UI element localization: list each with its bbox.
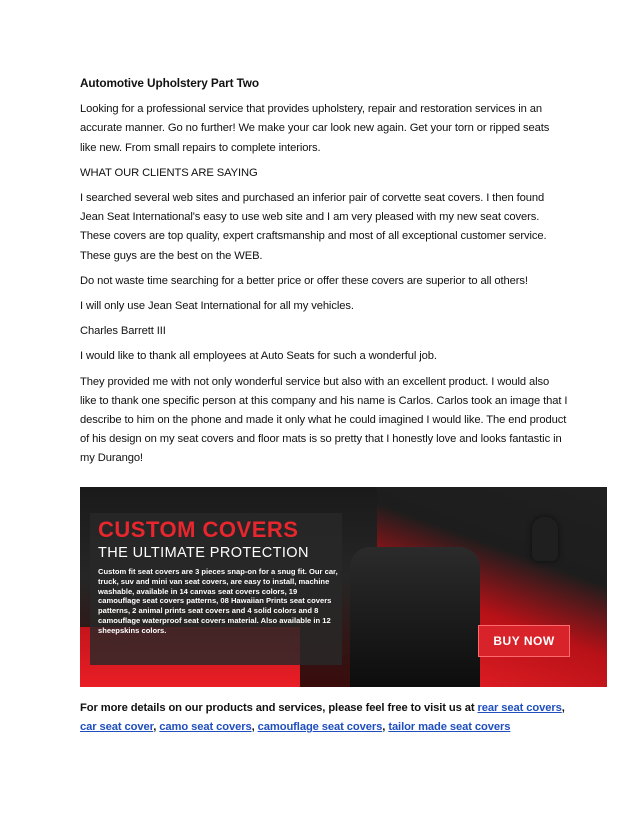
banner-text-panel (90, 513, 342, 665)
custom-covers-banner[interactable] (80, 487, 607, 687)
link-car-seat-cover[interactable]: car seat cover (80, 721, 154, 734)
link-rear-seat-covers[interactable]: rear seat covers (477, 702, 562, 714)
testimonial-paragraph: I will only use Jean Seat International for all my vehicles. (80, 300, 354, 313)
buy-now-button[interactable]: BUY NOW (478, 625, 570, 657)
banner-subtitle: THE ULTIMATE PROTECTION (98, 545, 309, 561)
banner-description: Custom fit seat covers are 3 pieces snap-on for a snug fit. Our car, truck, suv and mini van seat covers, are easy to install, machine washable, available in 14 canvas seat covers colors, 19 camouflage seat covers patterns, 08 Hawaiian Prints seat covers patterns, 2 animal prints seat covers and 4 solid colors and 8 camouflage waterproof seat covers material. Also available in 12 sheepskins colors. (98, 567, 338, 635)
footer-paragraph: For more details on our products and services, please feel free to visit us at rear seat covers, car seat cover, camo seat covers, camouflage seat covers, tailor made seat covers (80, 702, 565, 734)
section-heading: WHAT OUR CLIENTS ARE SAYING (80, 166, 258, 179)
testimonial-paragraph: They provided me with not only wonderful service but also with an excellent product. I would also like to thank one specific person at this company and his name is Carlos. Carlos took an image that I describe to him on the phone and made it only what he could imagined I would like. The end product of his design on my seat covers and floor mats is so pretty that I honestly love and looks fantastic in my Durango! (80, 375, 568, 465)
link-camo-seat-covers[interactable]: camo seat covers (159, 721, 252, 734)
link-camouflage-seat-covers[interactable]: camouflage seat covers (257, 721, 383, 734)
article-title: Automotive Upholstery Part Two (80, 76, 259, 90)
footer-lead: For more details on our products and services, please feel free to visit us at (80, 702, 475, 714)
link-tailor-made-seat-covers[interactable]: tailor made seat covers (388, 721, 511, 734)
gear-shifter-image (532, 517, 558, 561)
testimonial-paragraph: I searched several web sites and purchased an inferior pair of corvette seat covers. I then found Jean Seat International's easy to use web site and I am very pleased with my new seat covers. These covers are top quality, expert craftsmanship and most of all exceptional customer service. These guys are the best on the WEB. (80, 192, 547, 262)
article-body (80, 64, 568, 469)
testimonial-author: Charles Barrett III (80, 325, 166, 338)
banner-title: CUSTOM COVERS (98, 517, 299, 542)
testimonial-paragraph: Do not waste time searching for a better price or offer these covers are superior to all others! (80, 274, 528, 287)
center-console-image (350, 547, 480, 687)
intro-paragraph: Looking for a professional service that provides upholstery, repair and restoration services in an accurate manner. Go no further! We make your car look new again. Get your torn or ripped seats like new. From small repairs to complete interiors. (80, 103, 550, 154)
testimonial-paragraph: I would like to thank all employees at Auto Seats for such a wonderful job. (80, 350, 437, 363)
